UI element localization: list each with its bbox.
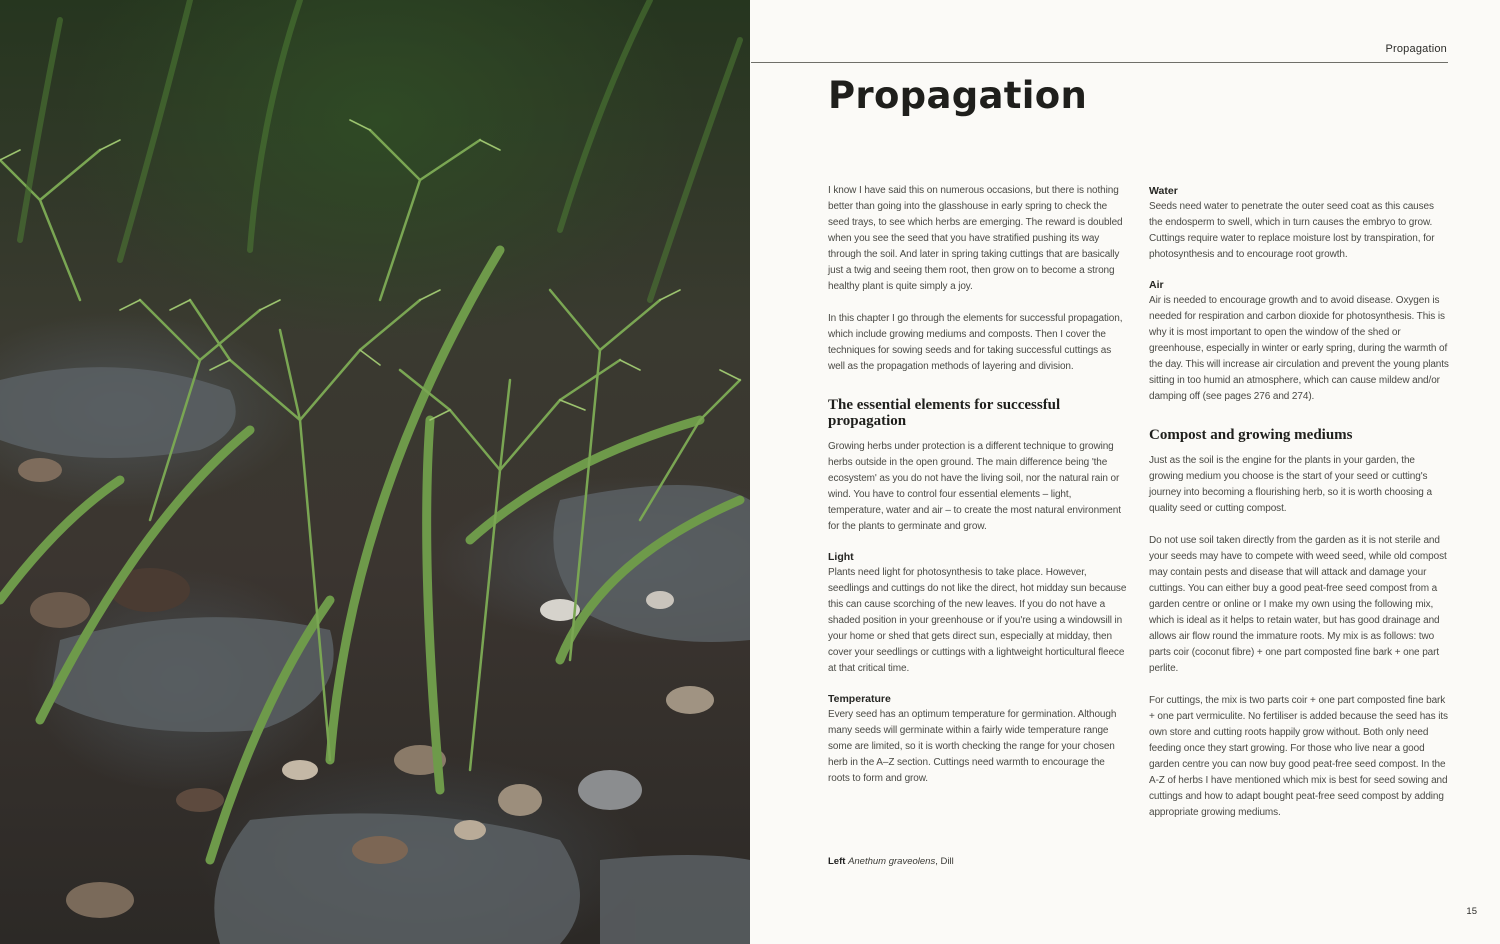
page-number: 15	[1466, 906, 1477, 917]
caption-latin-name: Anethum graveolens	[848, 856, 936, 867]
intro-paragraph-1: I know I have said this on numerous occasions, but there is nothing better than going into the glasshouse in early spring to check the seed trays, to see which herbs are emerging. The reward is doubled when you see the seed that you have stratified pushing its way through the soil. And later in spring taking cuttings that are basically just a twig and seeing them root, then grow on to become a strong healthy plant is quite simply a joy.	[828, 185, 1123, 292]
section-title-compost: Compost and growing mediums	[1149, 427, 1353, 443]
page-title: Propagation	[828, 74, 1088, 117]
compost-paragraph-1: Just as the soil is the engine for the plants in your garden, the growing medium you choose is the start of your seed or cutting's journey into becoming a flourishing herb, so it is worth choosing a quality seed or cutting compost.	[1149, 455, 1432, 514]
running-head: Propagation	[1385, 43, 1447, 55]
compost-paragraph-2: Do not use soil taken directly from the garden as it is not sterile and your seeds may have to compete with weed seed, while old compost may contain pests and disease that will attack and damage your cuttings. You can either buy a good peat-free seed compost from a garden centre or online or I make my own using the following mix, which is ideal as it helps to retain water, but has good drainage and allows air flow round the immature roots. My mix is as follows: two parts coir (coconut fibre) + one part composted fine bark + one part perlite.	[1149, 535, 1447, 674]
section-title-essential-elements: The essential elements for successful propagation	[828, 397, 1061, 429]
subhead-air: Air	[1149, 279, 1164, 291]
subhead-water: Water	[1149, 185, 1178, 197]
left-text-column	[828, 183, 1128, 787]
intro-paragraph-2: In this chapter I go through the elements for successful propagation, which include growing mediums and composts. Then I cover the techniques for sowing seeds and for taking successful cuttings as well as the propagation methods of layering and division.	[828, 313, 1123, 372]
right-text-column	[1149, 183, 1449, 821]
caption-lead: Left	[828, 856, 846, 867]
subhead-light: Light	[828, 551, 854, 563]
light-paragraph: Plants need light for photosynthesis to take place. However, seedlings and cuttings do not like the direct, hot midday sun because this can cause scorching of the new leaves. If you do not have a shaded position in your greenhouse or if you're using a windowsill in your home or shed that gets direct sun, especially at midday, then cover your seedlings or cuttings with a lightweight horticultural fleece at that critical time.	[828, 567, 1127, 674]
temperature-paragraph: Every seed has an optimum temperature for germination. Although many seeds will germinate within a fairly wide temperature range some are limited, so it is worth checking the range for your chosen herb in the A–Z section. Cuttings need warmth to encourage the roots to form and grow.	[828, 709, 1117, 784]
photo-caption	[828, 856, 954, 867]
compost-paragraph-3: For cuttings, the mix is two parts coir + one part composted fine bark + one part vermiculite. No fertiliser is added because the seed has its own store and cutting roots happily grow without. Both only need feeding once they start growing. For those who live near a good garden centre you can now buy good peat-free seed compost. In the A-Z of herbs I have mentioned which mix is best for seed sowing and cuttings and how to adapt bought peat-free seed compost by adding appropriate growing mediums.	[1149, 695, 1448, 818]
water-paragraph: Seeds need water to penetrate the outer seed coat as this causes the endosperm to swell, which in turn causes the embryo to grow. Cuttings require water to replace moisture lost by transpiration, for photosynthesis and to encourage root growth.	[1149, 201, 1435, 260]
air-paragraph: Air is needed to encourage growth and to avoid disease. Oxygen is needed for respiration and carbon dioxide for photosynthesis. This is why it is most important to open the window of the shed or greenhouse, especially in winter or early spring, during the warmth of the day. This will increase air circulation and prevent the young plants sitting in too humid an atmosphere, which can cause mildew and/or damping off (see pages 276 and 274).	[1149, 295, 1449, 402]
subhead-temperature: Temperature	[828, 693, 891, 705]
header-rule	[751, 62, 1448, 63]
caption-common-name: , Dill	[935, 856, 954, 867]
essential-elements-paragraph: Growing herbs under protection is a different technique to growing herbs outside in the open ground. The main difference being 'the ecosystem' as you do not have the living soil, nor the natural rain or wind. You have to control four essential elements – light, temperature, water and air – to create the most natural environment for the plants to germinate and grow.	[828, 441, 1121, 532]
